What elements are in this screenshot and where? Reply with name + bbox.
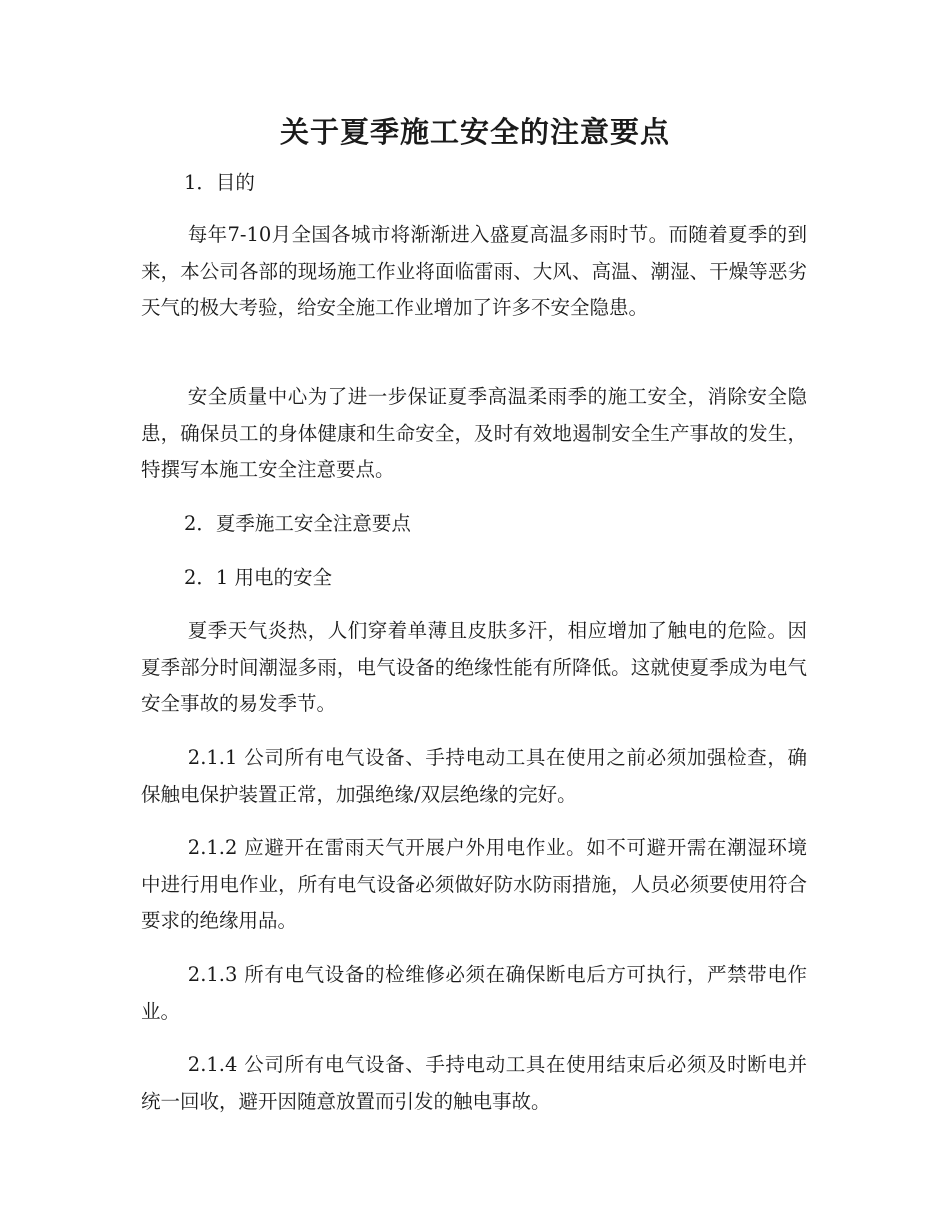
section-2-1-4-paragraph: 2.1.4 公司所有电气设备、手持电动工具在使用结束后必须及时断电并统一回收，避开因随意放置而引发的触电事故。 (141, 1053, 807, 1113)
section-2-1-heading: 2．1 用电的安全 (184, 566, 333, 589)
section-2-1-intro-paragraph: 夏季天气炎热，人们穿着单薄且皮肤多汗，相应增加了触电的危险。因夏季部分时间潮湿多雨，电气设备的绝缘性能有所降低。这就使夏季成为电气安全事故的易发季节。 (141, 619, 807, 715)
section-1-paragraph-1: 每年7-10月全国各城市将渐渐进入盛夏高温多雨时节。而随着夏季的到来，本公司各部的现场施工作业将面临雷雨、大风、高温、潮湿、干燥等恶劣天气的极大考验，给安全施工作业增加了许多不安全隐患。 (141, 223, 807, 319)
section-2-heading: 2．夏季施工安全注意要点 (184, 512, 411, 535)
document-title: 关于夏季施工安全的注意要点 (279, 115, 670, 149)
section-1-heading: 1．目的 (184, 171, 255, 194)
section-2-1-1-paragraph: 2.1.1 公司所有电气设备、手持电动工具在使用之前必须加强检查，确保触电保护装置正常，加强绝缘/双层绝缘的完好。 (141, 746, 807, 806)
section-2-1-2-paragraph: 2.1.2 应避开在雷雨天气开展户外用电作业。如不可避开需在潮湿环境中进行用电作业，所有电气设备必须做好防水防雨措施，人员必须要使用符合要求的绝缘用品。 (141, 836, 807, 932)
section-2-1-3-paragraph: 2.1.3 所有电气设备的检维修必须在确保断电后方可执行，严禁带电作业。 (141, 963, 807, 1023)
section-1-paragraph-2: 安全质量中心为了进一步保证夏季高温柔雨季的施工安全，消除安全隐患，确保员工的身体健康和生命安全，及时有效地遏制安全生产事故的发生，特撰写本施工安全注意要点。 (141, 385, 807, 481)
